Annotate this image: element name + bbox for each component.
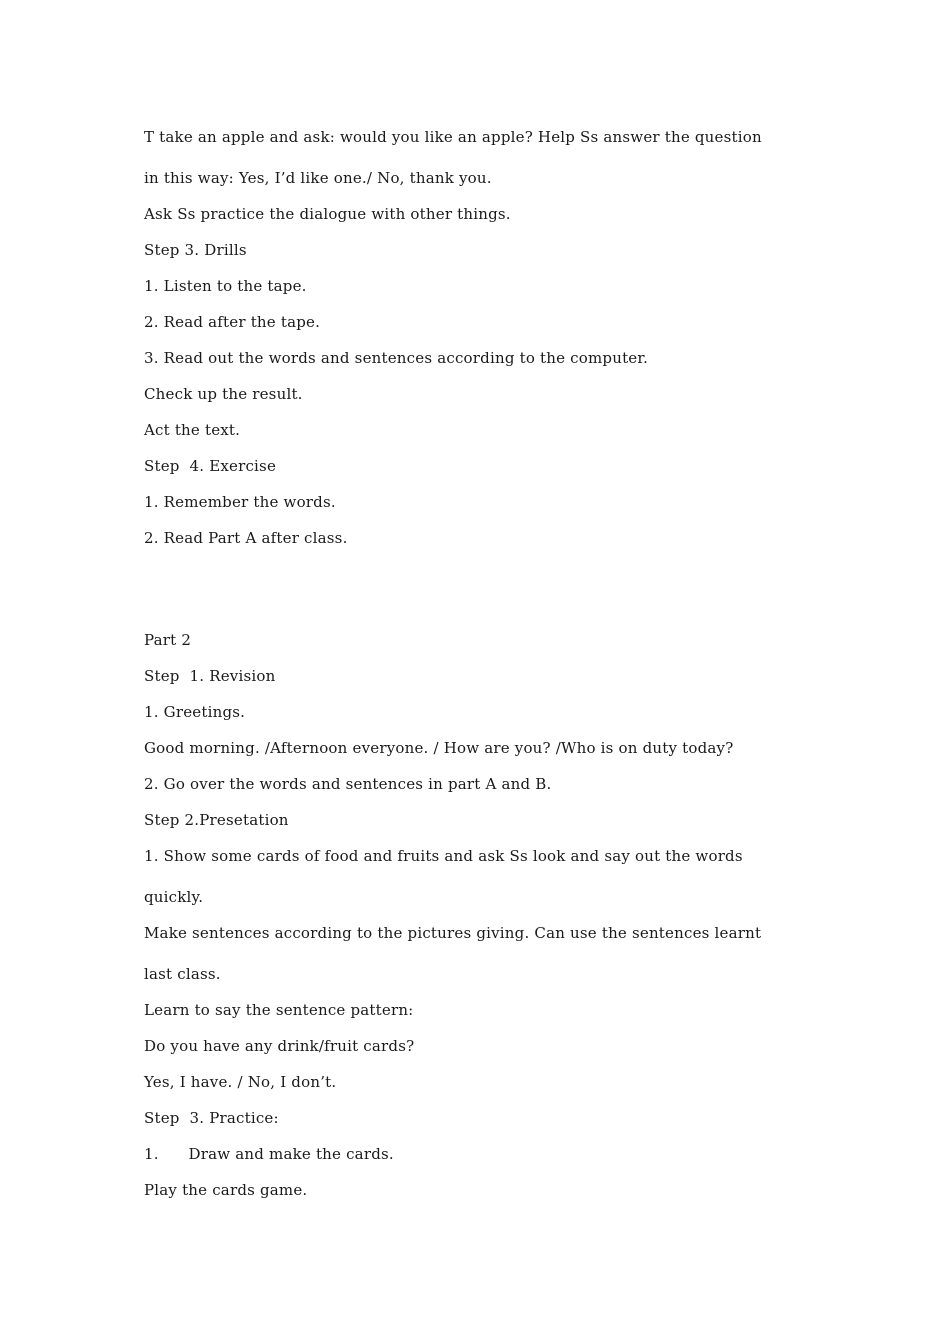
list-item: 1. Greetings. <box>144 703 246 721</box>
text-line: Check up the result. <box>144 385 303 403</box>
list-item: 2. Read Part A after class. <box>144 529 348 547</box>
text-line: Do you have any drink/fruit cards? <box>144 1037 415 1055</box>
step-heading: Step 2.Presetation <box>144 811 289 829</box>
step-heading: Step 1. Revision <box>144 667 276 685</box>
text-line: T take an apple and ask: would you like an apple? Help Ss answer the question <box>144 128 762 146</box>
text-line: quickly. <box>144 888 204 906</box>
text-line: Play the cards game. <box>144 1181 308 1199</box>
text-line: Ask Ss practice the dialogue with other things. <box>144 205 511 223</box>
step-heading: Step 4. Exercise <box>144 457 277 475</box>
text-line: in this way: Yes, I’d like one./ No, thank you. <box>144 169 492 187</box>
text-line: last class. <box>144 965 221 983</box>
step-heading: Step 3. Drills <box>144 241 247 259</box>
list-item: 1. Show some cards of food and fruits and ask Ss look and say out the words <box>144 847 743 865</box>
text-line: Learn to say the sentence pattern: <box>144 1001 414 1019</box>
list-item: 1. Draw and make the cards. <box>144 1145 394 1163</box>
text-line: Good morning. /Afternoon everyone. / How are you? /Who is on duty today? <box>144 739 734 757</box>
list-item: 2. Read after the tape. <box>144 313 321 331</box>
list-item: 2. Go over the words and sentences in part A and B. <box>144 775 552 793</box>
part-heading: Part 2 <box>144 631 192 649</box>
list-item: 3. Read out the words and sentences according to the computer. <box>144 349 649 367</box>
list-item: 1. Remember the words. <box>144 493 336 511</box>
text-line: Yes, I have. / No, I don’t. <box>144 1073 337 1091</box>
text-line: Act the text. <box>144 421 241 439</box>
step-heading: Step 3. Practice: <box>144 1109 279 1127</box>
list-item: 1. Listen to the tape. <box>144 277 307 295</box>
text-line: Make sentences according to the pictures giving. Can use the sentences learnt <box>144 924 762 942</box>
